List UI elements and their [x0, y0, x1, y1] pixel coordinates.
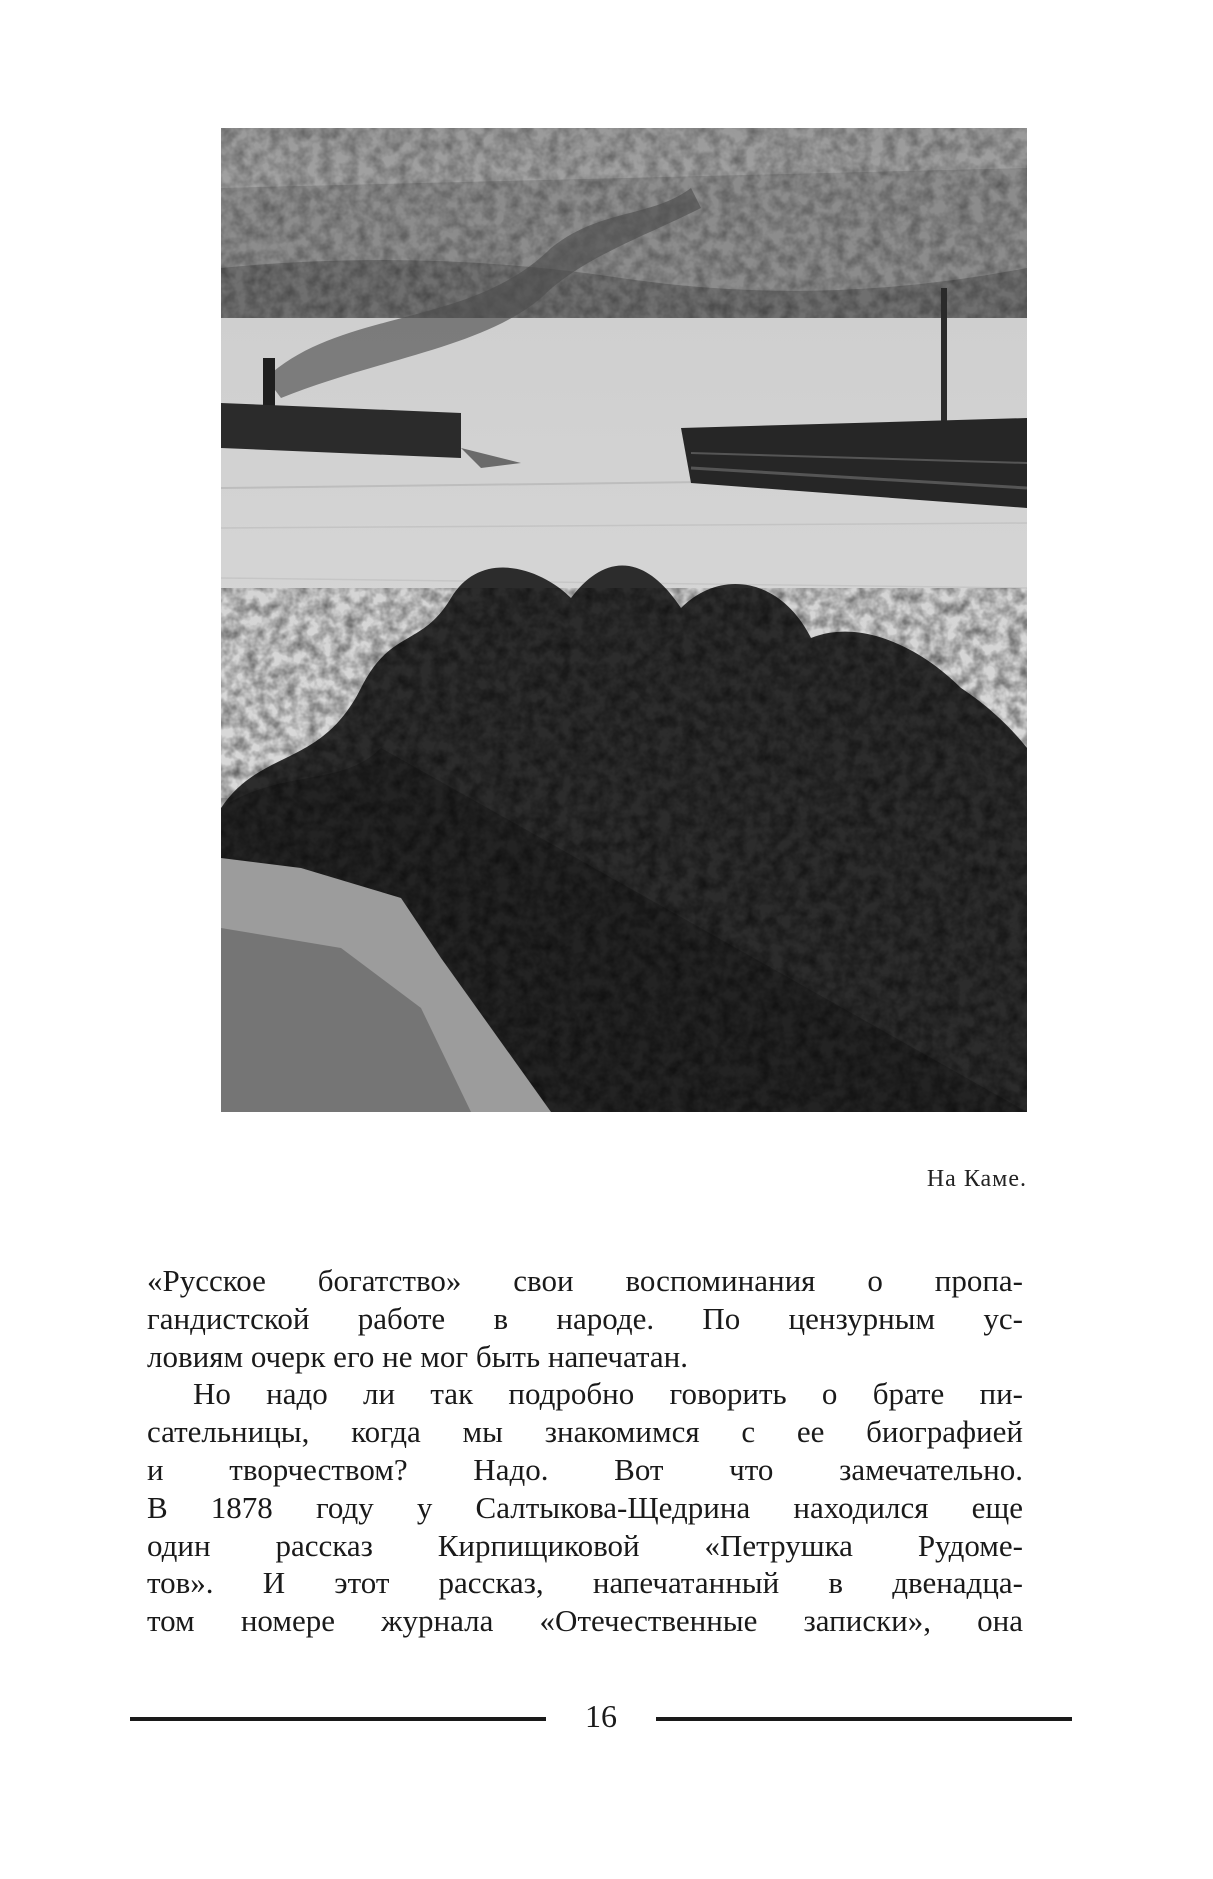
page-footer: [130, 1698, 1072, 1738]
text-line: один рассказ Кирпищиковой «Петрушка Рудоме-: [147, 1527, 1023, 1563]
text-line: гандистской работе в народе. По цензурным ус-: [147, 1300, 1023, 1336]
body-text: [147, 1262, 1023, 1640]
page-number: 16: [585, 1698, 617, 1734]
text-line: том номере журнала «Отечественные записки», она: [147, 1603, 1023, 1639]
tug-funnel: [263, 358, 275, 408]
photo-caption: На Каме.: [926, 1166, 1027, 1192]
text-line: и творчеством? Надо. Вот что замечательно.: [147, 1451, 1023, 1487]
text-line: «Русское богатство» свои воспоминания о пропа-: [147, 1263, 1023, 1298]
text-line: Но надо ли так подробно говорить о брате пи-: [193, 1376, 1023, 1412]
text-line: тов». И этот рассказ, напечатанный в двенадца-: [147, 1565, 1023, 1601]
footer-rule-right: [656, 1717, 1072, 1721]
text-line: сательницы, когда мы знакомимся с ее биографией: [147, 1414, 1023, 1450]
text-line: ловиям очерк его не мог быть напечатан.: [147, 1338, 688, 1374]
text-line: В 1878 году у Салтыкова-Щедрина находился еще: [147, 1489, 1023, 1525]
river-photo-illustration: [221, 128, 1027, 1112]
barge-mast: [941, 288, 947, 438]
river-photograph: [221, 128, 1027, 1112]
